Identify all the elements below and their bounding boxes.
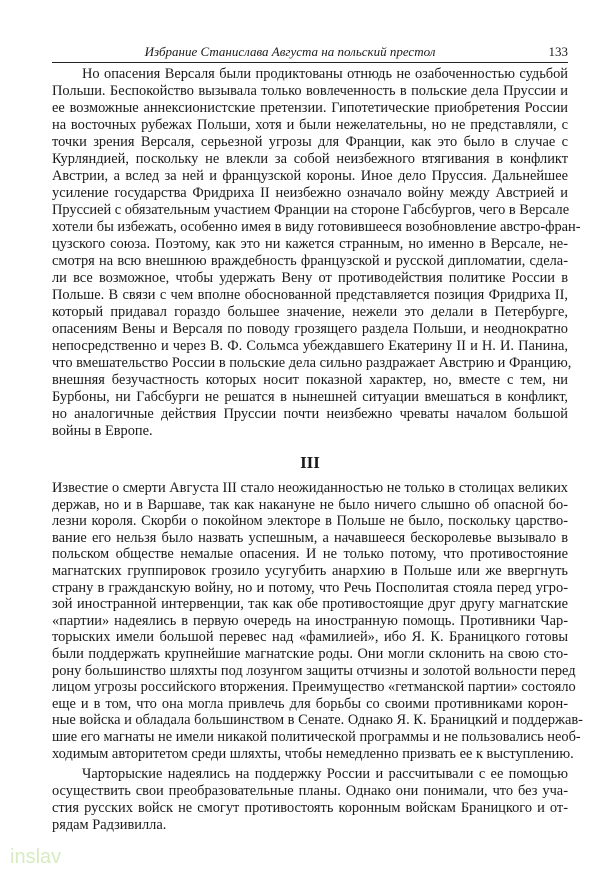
text-line: вание его нельзя было назвать успешным, а начавшееся бескоролевье вызывало в (52, 529, 568, 546)
text-line: лезни короля. Скорби о покойном электоре в Польше не было, поскольку царство- (52, 513, 568, 530)
text-line: цузского союза. Поэтому, как это ни кажется странным, но именно в Версале, не- (52, 236, 568, 252)
text-line: зой иностранной интервенции, так как обе противостоящие друг другу магнатские (52, 596, 568, 613)
paragraph-1 (52, 66, 581, 440)
watermark-logo: inslav (10, 846, 62, 868)
text-line: который придавал гораздо большее значение, нежели это делали в Петербурге, (52, 304, 568, 320)
text-line: Но опасения Версаля были продиктованы отнюдь не озабоченностью судьбой (82, 66, 568, 82)
text-line: держав, но и в Варшаве, так как накануне не было ничего слышно об опасной бо- (52, 496, 568, 513)
text-line: Чарторыские надеялись на поддержку России и рассчитывали с ее помощью (82, 766, 568, 782)
text-line: Курляндией, поскольку не влекли за собой неизбежного втягивания в конфликт (52, 151, 568, 167)
text-line: еще и в том, что она могла привлечь для борьбы со своими противниками корон- (52, 695, 568, 712)
text-line: страну в гражданскую войну, но и потому, что Речь Посполитая стояла перед угро- (52, 579, 568, 596)
text-line: ее возможные аннексионистские претензии. Гипотетические приобретения России (52, 100, 568, 116)
text-line: смотря на всю внешнюю враждебность французской и русской дипломатии, сдела- (52, 253, 568, 269)
text-line: ные войска и обладала большинством в Сенате. Однако Я. К. Браницкий и поддержав- (52, 712, 583, 729)
paragraph-3 (52, 766, 568, 834)
text-line: лицом угрозы российского вторжения. Преимущество «гетманской партии» состояло (52, 679, 576, 696)
text-line: Польше. В связи с чем вполне обоснованной представляется позиция Фридриха II, (52, 287, 568, 303)
text-line: внешняя безучастность которых носит показной характер, но, вместе с тем, ни (52, 372, 568, 388)
text-line: ли все возможное, чтобы удержать Вену от противодействия политике России в (52, 270, 568, 286)
text-line: хотели бы избежать, особенно имея в виду готовившееся возобновление австро-фран- (52, 219, 581, 235)
text-line: усиление государства Фридриха II неизбежно означало войну между Австрией и (52, 185, 568, 201)
text-line: были поддержать крупнейшие магнатские роды. Они могли склонить на свою сто- (52, 645, 568, 662)
text-line: опасениям Вены и Версаля по поводу грозящего раздела Польши, и неоднократно (52, 321, 568, 337)
text-line: осуществить свои преобразовательные планы. Однако они понимали, что без уча- (52, 783, 568, 799)
text-line: войны в Европе. (52, 423, 153, 439)
text-line: что вмешательство России в польские дела сильно раздражает Австрию и Францию, (52, 355, 572, 371)
text-line: стия русских войск не смогут противостоять коронным войскам Браницкого и от- (52, 800, 568, 816)
text-line: точки зрения Версаля, серьезной угрозы для Франции, как это было в случае с (52, 134, 568, 150)
text-line: Польши. Беспокойство вызывала только вовлеченность в польские дела Пруссии и (52, 83, 568, 99)
text-line: магнатских группировок грозило усугубить анархию в Польше или же ввергнуть (52, 562, 568, 579)
text-line: торыских имели большой перевес над «фамилией», ибо Я. К. Браницкого готовы (52, 629, 568, 646)
text-line: шие его магнаты не имели никакой политической программы и не пользовались необ- (52, 728, 581, 745)
text-line: рону большинство шляхты под лозунгом защиты отчизны и золотой вольности перед (52, 662, 576, 679)
page-number: 133 (548, 44, 568, 59)
section-heading: III (300, 453, 320, 472)
paragraph-2 (52, 480, 583, 762)
text-line: польском обществе немалые опасения. И не только потому, что противостояние (52, 546, 568, 563)
text-line: ходимым авторитетом среди шляхты, чтобы немедленно призвать ее к выступлению. (52, 745, 574, 762)
text-line: Известие о смерти Августа III стало неожиданностью не только в столицах великих (52, 480, 568, 496)
text-line: Бурбоны, ни Габсбурги не решатся в нынешней ситуации вмешаться в конфликт, (52, 389, 568, 405)
running-header (52, 42, 568, 63)
text-line: Австрии, а вслед за ней и французской короны. Иное дело Пруссия. Дальнейшее (52, 168, 568, 184)
text-line: непосредственно и через В. Ф. Сольмса убеждавшего Екатерину II и Н. И. Панина, (52, 338, 568, 354)
text-line: на восточных рубежах Польши, хотя и были нежелательны, но не представляли, с (52, 117, 568, 133)
text-line: Пруссией с обязательным участием Франции на стороне Габсбургов, чего в Версале (52, 202, 570, 218)
text-line: «партии» надеялись в первую очередь на иностранную помощь. Противники Чар- (52, 612, 568, 629)
text-line: рядам Радзивилла. (52, 817, 167, 833)
running-title: Избрание Станислава Августа на польский престол (144, 44, 436, 59)
text-line: но аналогичные действия Пруссии почти неизбежно чреваты началом большой (52, 406, 568, 422)
